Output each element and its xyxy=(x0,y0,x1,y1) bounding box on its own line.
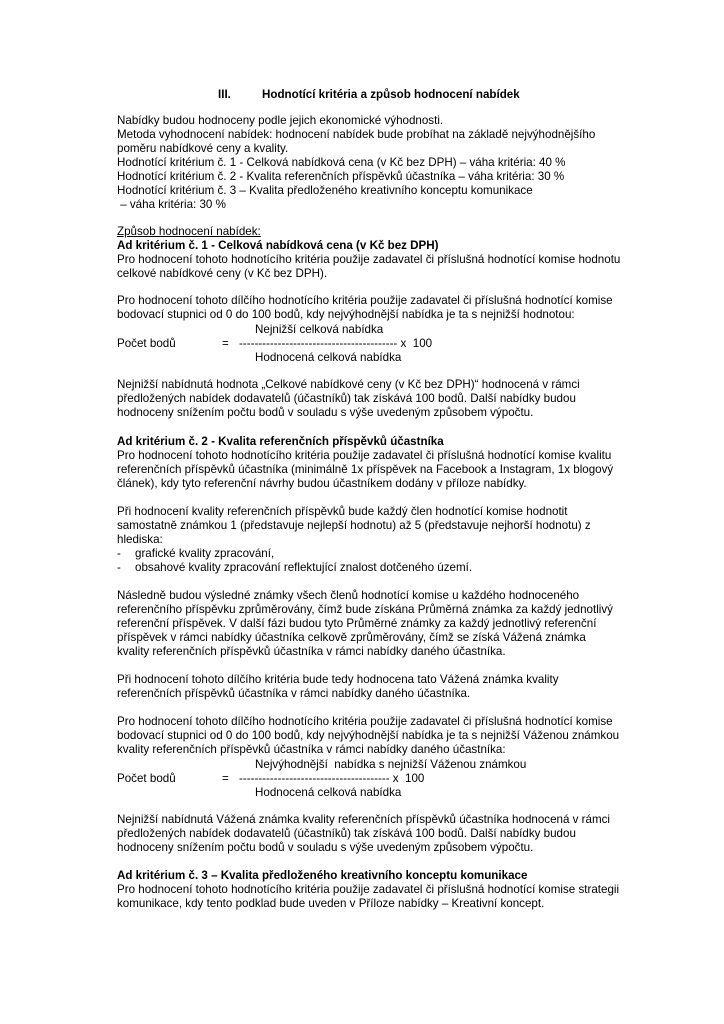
criterion-2-text: Při hodnocení tohoto dílčího kritéria bude tedy hodnocena tato Vážená známka kvality xyxy=(117,673,559,686)
bullet-dash: - xyxy=(117,547,121,560)
criterion-1-text: předložených nabídek dodavatelů (účastníků) tak získává 100 bodů. Další nabídky budou xyxy=(117,392,576,405)
criterion-2-text: hlediska: xyxy=(117,533,163,546)
method-label: Způsob hodnocení nabídek: xyxy=(117,225,261,238)
intro-line: Hodnotící kritérium č. 2 - Kvalita referenčních příspěvků účastníka – váha kritéria: 30 % xyxy=(117,170,565,183)
intro-line: Nabídky budou hodnoceny podle jejich ekonomické výhodnosti. xyxy=(117,114,444,127)
criterion-1-text: celkové nabídkové ceny (v Kč bez DPH). xyxy=(117,267,328,280)
criterion-3-title: Ad kritérium č. 3 – Kvalita předloženého kreativního konceptu komunikace xyxy=(117,869,528,882)
criterion-2-text: referenčních příspěvků účastníka v rámci nabídky daného účastníka. xyxy=(117,687,471,700)
criterion-2-text: referenčního příspěvku zprůměrovány, čímž bude získána Průměrná známka za každý jednotlivý xyxy=(117,603,613,616)
formula-2-fraction-line: --------------------------------------- x 100 xyxy=(239,772,425,785)
intro-line: poměru nabídkové ceny a kvality. xyxy=(117,142,289,155)
criterion-2-text: Pro hodnocení tohoto dílčího hodnotícího kritéria použije zadavatel či příslušná hodnotící komise xyxy=(117,715,613,728)
intro-line: Hodnotící kritérium č. 1 - Celková nabídková cena (v Kč bez DPH) – váha kritéria: 40 % xyxy=(117,156,566,169)
criterion-2-text: Při hodnocení kvality referenčních příspěvků bude každý člen hodnotící komise hodnotit xyxy=(117,505,568,518)
formula-1-equals: = xyxy=(222,337,229,350)
formula-2-numerator: Nejvýhodnější nabídka s nejnižší Váženou známkou xyxy=(255,758,527,771)
formula-1-fraction-line: ----------------------------------------- x 100 xyxy=(239,337,433,350)
formula-2-label: Počet bodů xyxy=(117,772,176,785)
criterion-2-text: hodnoceny snížením počtu bodů v souladu s výše uvedeným způsobem výpočtu. xyxy=(117,841,534,854)
criterion-2-text: samostatně známkou 1 (představuje nejlepší hodnotu) až 5 (představuje nejhorší hodnotu) z xyxy=(117,519,591,532)
bullet-text: obsahové kvality zpracování reflektující znalost dotčeného území. xyxy=(135,561,473,574)
criterion-1-text: bodovací stupnici od 0 do 100 bodů, kdy nejvýhodnější nabídka je ta s nejnižší hodnotou: xyxy=(117,308,575,321)
criterion-2-text: Pro hodnocení tohoto hodnotícího kritéria použije zadavatel či příslušná hodnotící komise kvalitu xyxy=(117,449,612,462)
intro-line: Metoda vyhodnocení nabídek: hodnocení nabídek bude probíhat na základě nejvýhodnějšího xyxy=(117,128,596,141)
criterion-2-text: příspěvek v rámci nabídky účastníka celkově zprůměrovány, čímž se získá Vážená známka xyxy=(117,631,586,644)
formula-1-numerator: Nejnižší celková nabídka xyxy=(255,323,384,336)
criterion-2-text: referenční příspěvek. V další fázi budou tyto Průměrné známky za každý jednotlivý referenční xyxy=(117,617,597,630)
criterion-2-text: kvality referenčních příspěvků účastníka v rámci nabídky daného účastníka: xyxy=(117,743,506,756)
criterion-2-title: Ad kritérium č. 2 - Kvalita referenčních příspěvků účastníka xyxy=(117,435,444,448)
criterion-1-text: Pro hodnocení tohoto dílčího hodnotícího kritéria použije zadavatel či příslušná hodnotící komise xyxy=(117,294,613,307)
formula-2-denominator: Hodnocená celková nabídka xyxy=(255,786,402,799)
formula-2-equals: = xyxy=(222,772,229,785)
intro-line: – váha kritéria: 30 % xyxy=(117,198,226,211)
criterion-2-text: bodovací stupnici od 0 do 100 bodů, kdy nejvýhodnější nabídka je ta s nejnižší Váženou známkou xyxy=(117,729,620,742)
criterion-2-text: referenčních příspěvků účastníka (minimálně 1x příspěvek na Facebook a Instagram, 1x blogový xyxy=(117,463,614,476)
criterion-3-text: Pro hodnocení tohoto hodnotícího kritéria použije zadavatel či příslušná hodnotící komise strategii xyxy=(117,883,620,896)
bullet-dash: - xyxy=(117,561,121,574)
criterion-1-text: hodnoceny snížením počtu bodů v souladu s výše uvedeným způsobem výpočtu. xyxy=(117,406,534,419)
criterion-1-title: Ad kritérium č. 1 - Celková nabídková cena (v Kč bez DPH) xyxy=(117,239,439,252)
criterion-1-text: Pro hodnocení tohoto hodnotícího kritéria použije zadavatel či příslušná hodnotící komise hodnotu xyxy=(117,253,621,266)
criterion-2-text: Nejnižší nabídnutá Vážená známka kvality referenčních příspěvků účastníka hodnocená v rámci xyxy=(117,813,611,826)
intro-line: Hodnotící kritérium č. 3 – Kvalita předloženého kreativního konceptu komunikace xyxy=(117,184,533,197)
section-title: Hodnotící kritéria a způsob hodnocení nabídek xyxy=(262,88,520,101)
criterion-2-text: Následně budou výsledné známky všech členů hodnotící komise u každého hodnoceného xyxy=(117,589,580,602)
criterion-2-text: kvality referenčních příspěvků účastníka v rámci nabídky daného účastníka. xyxy=(117,645,506,658)
criterion-2-text: předložených nabídek dodavatelů (účastníků) tak získává 100 bodů. Další nabídky budou xyxy=(117,827,576,840)
formula-1-denominator: Hodnocená celková nabídka xyxy=(255,351,402,364)
criterion-1-text: Nejnižší nabídnutá hodnota „Celkové nabídkové ceny (v Kč bez DPH)“ hodnocená v rámci xyxy=(117,378,580,391)
criterion-3-text: komunikace, kdy tento podklad bude uveden v Příloze nabídky – Kreativní koncept. xyxy=(117,897,545,910)
bullet-text: grafické kvality zpracování, xyxy=(135,547,275,560)
formula-1-label: Počet bodů xyxy=(117,337,176,350)
section-number: III. xyxy=(218,88,231,101)
criterion-2-text: článek), kdy tyto referenční návrhy budou účastníkem dodány v příloze nabídky. xyxy=(117,477,527,490)
